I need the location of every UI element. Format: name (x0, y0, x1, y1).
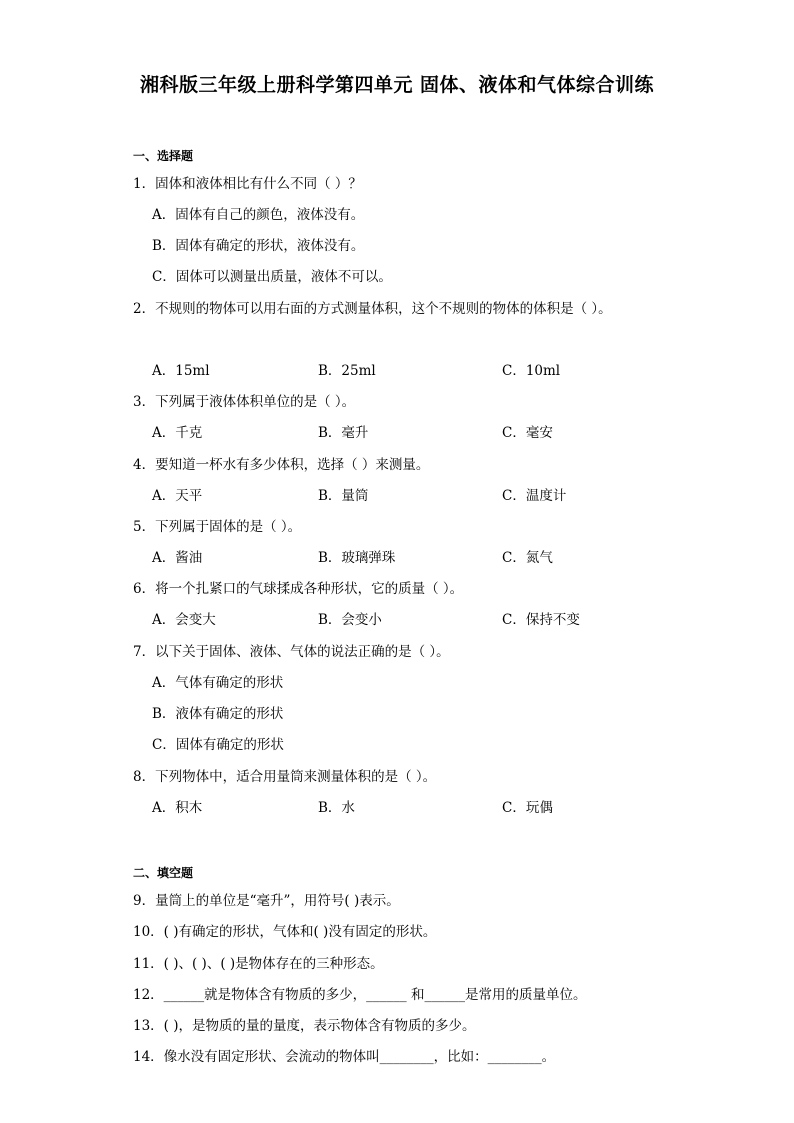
question-7-option-a: A．气体有确定的形状 (152, 675, 284, 691)
question-11: 11．( )、( )、( )是物体存在的三种形态。 (133, 956, 384, 972)
question-4-option-a: A．天平 (152, 488, 203, 504)
question-8-option-c: C．玩偶 (502, 800, 553, 816)
question-8-option-a: A．积木 (152, 800, 203, 816)
question-6-option-c: C．保持不变 (502, 612, 580, 628)
question-9: 9．量筒上的单位是“毫升”，用符号( )表示。 (133, 893, 400, 909)
question-5-option-a: A．酱油 (152, 550, 203, 566)
question-12: 12．______就是物体含有物质的多少，______ 和______是常用的质量单位。 (133, 987, 587, 1003)
question-2: 2．不规则的物体可以用右面的方式测量体积，这个不规则的物体的体积是（ ）。 (133, 301, 612, 317)
page-title: 湘科版三年级上册科学第四单元 固体、液体和气体综合训练 (139, 74, 655, 96)
question-8-option-b: B．水 (318, 800, 355, 816)
question-7: 7．以下关于固体、液体、气体的说法正确的是（ ）。 (133, 644, 450, 660)
question-2-option-b: B．25ml (318, 363, 376, 379)
question-3-option-a: A．千克 (152, 425, 203, 441)
question-1: 1．固体和液体相比有什么不同（ ）？ (133, 176, 362, 192)
question-6-option-a: A．会变大 (152, 612, 216, 628)
question-1-option-c: C．固体可以测量出质量，液体不可以。 (152, 269, 392, 285)
question-5-option-b: B．玻璃弹珠 (318, 550, 396, 566)
question-5: 5．下列属于固体的是（ ）。 (133, 519, 302, 535)
question-14: 14．像水没有固定形状、会流动的物体叫________，比如：________。 (133, 1049, 556, 1065)
question-8: 8．下列物体中，适合用量筒来测量体积的是（ ）。 (133, 769, 437, 785)
question-2-option-c: C．10ml (502, 363, 561, 379)
question-7-option-c: C．固体有确定的形状 (152, 737, 284, 753)
question-4: 4．要知道一杯水有多少体积，选择（ ）来测量。 (133, 457, 430, 473)
question-1-option-b: B．固体有确定的形状，液体没有。 (152, 238, 365, 254)
question-5-option-c: C．氮气 (502, 550, 553, 566)
question-3-option-b: B．毫升 (318, 425, 369, 441)
section-heading-fill: 二、填空题 (133, 866, 194, 880)
question-1-option-a: A．固体有自己的颜色，液体没有。 (152, 207, 365, 223)
question-4-option-c: C．温度计 (502, 488, 567, 504)
question-3-option-c: C．毫安 (502, 425, 553, 441)
question-2-option-a: A．15ml (152, 363, 210, 379)
question-6: 6．将一个扎紧口的气球揉成各种形状，它的质量（ ）。 (133, 581, 464, 597)
question-7-option-b: B．液体有确定的形状 (152, 706, 284, 722)
section-heading-choice: 一、选择题 (133, 149, 194, 163)
question-13: 13．( )，是物质的量的量度，表示物体含有物质的多少。 (133, 1018, 476, 1034)
question-4-option-b: B．量筒 (318, 488, 369, 504)
question-6-option-b: B．会变小 (318, 612, 382, 628)
question-10: 10．( )有确定的形状，气体和( )没有固定的形状。 (133, 924, 437, 940)
question-3: 3．下列属于液体体积单位的是（ ）。 (133, 394, 356, 410)
